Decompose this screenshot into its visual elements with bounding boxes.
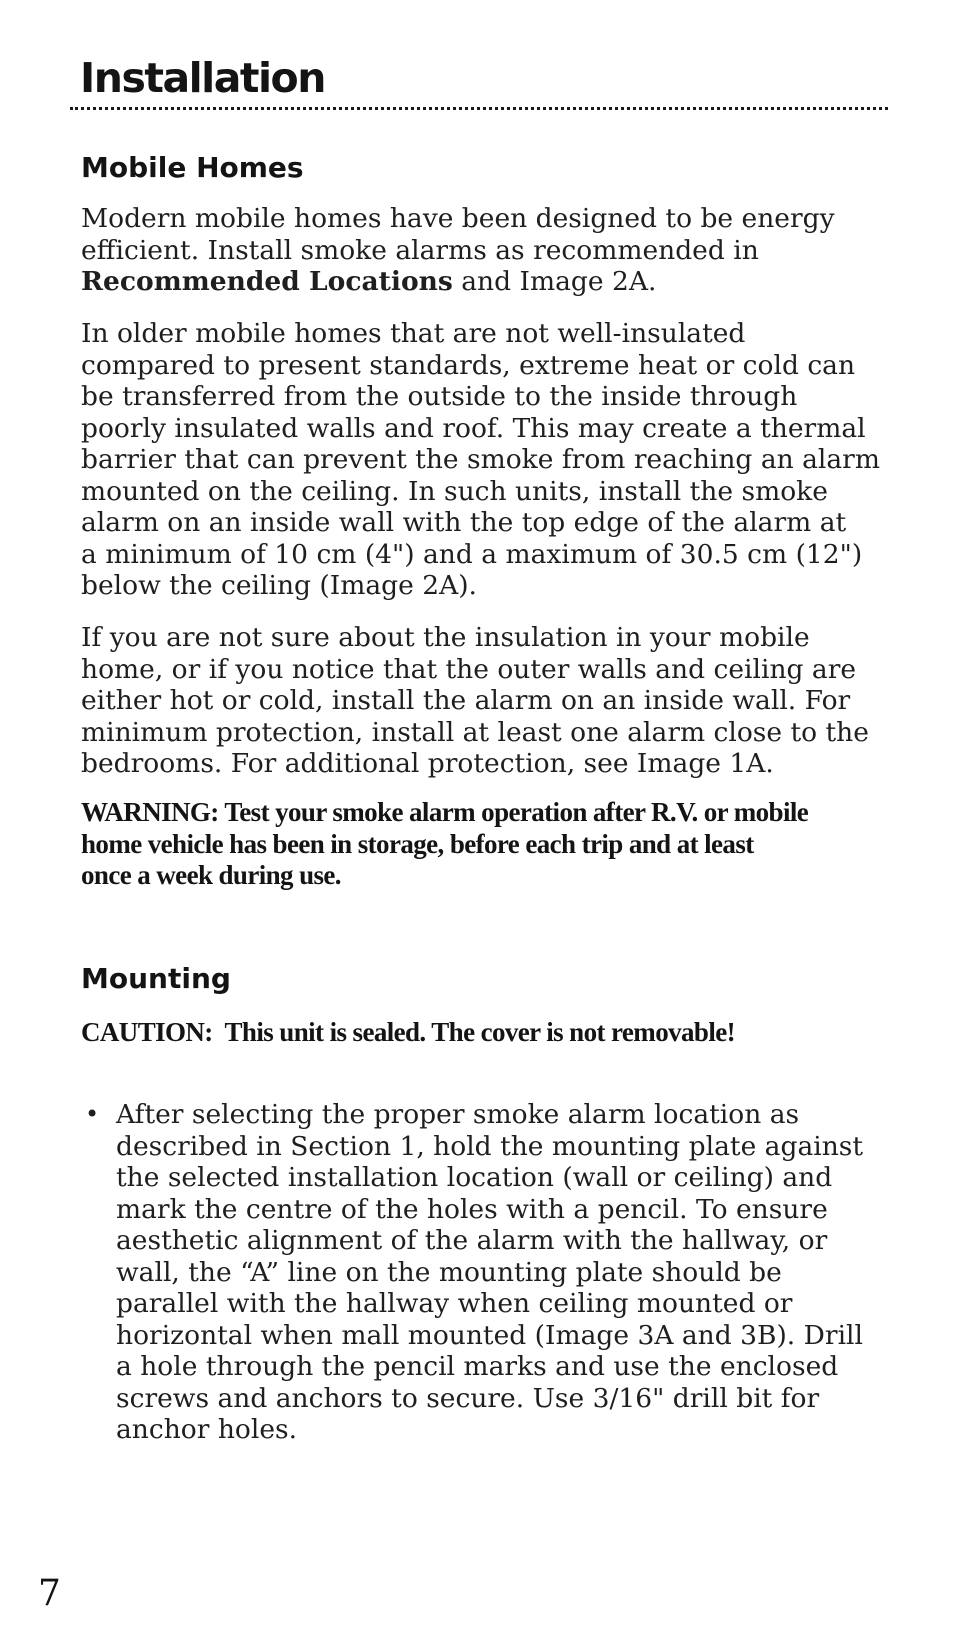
bullet-icon: • <box>85 1100 100 1128</box>
text-line: compared to present standards, extreme heat or cold can <box>81 349 856 381</box>
mounting-instructions-list <box>81 1099 901 1446</box>
text-line: anchor holes. <box>116 1414 298 1445</box>
text-line: either hot or cold, install the alarm on an inside wall. For <box>81 685 851 716</box>
text-line: screws and anchors to secure. Use 3/16" drill bit for <box>116 1382 820 1414</box>
text-line: alarm on an inside wall with the top edge of the alarm at <box>81 507 847 538</box>
text-line: mounted on the ceiling. In such units, install the smoke <box>81 475 828 507</box>
text-line: home, or if you notice that the outer walls and ceiling are <box>81 653 857 685</box>
warning-notice <box>81 797 808 892</box>
section-heading-mounting: Mounting <box>81 962 231 995</box>
paragraph-modern-mobile-homes <box>81 203 901 298</box>
text-line: efficient. Install smoke alarms as recommended in <box>81 234 759 266</box>
text-line: horizontal when mall mounted (Image 3A and 3B). Drill <box>116 1319 863 1351</box>
text-line: WARNING: Test your smoke alarm operation after R.V. or mobile <box>81 797 809 827</box>
text-line: If you are not sure about the insulation in your mobile <box>81 622 810 653</box>
recommended-locations-reference: Recommended Locations <box>81 266 453 297</box>
text-line: minimum protection, install at least one alarm close to the <box>81 716 869 748</box>
paragraph-insulation-unsure <box>81 622 901 780</box>
text-line: a hole through the pencil marks and use the enclosed <box>116 1351 839 1382</box>
list-item <box>81 1099 901 1446</box>
text-line: Modern mobile homes have been designed to be energy <box>81 203 835 234</box>
paragraph-older-mobile-homes <box>81 318 901 602</box>
text-line: After selecting the proper smoke alarm location as <box>116 1099 800 1130</box>
text-line: home vehicle has been in storage, before each trip and at least <box>81 828 754 859</box>
text-line: aesthetic alignment of the alarm with the hallway, or <box>116 1225 828 1256</box>
text-line: In older mobile homes that are not well-insulated <box>81 318 746 349</box>
text-line <box>81 266 901 298</box>
text-line: below the ceiling (Image 2A). <box>81 570 477 601</box>
text-line: barrier that can prevent the smoke from reaching an alarm <box>81 444 880 475</box>
page-title: Installation <box>80 54 325 102</box>
section-heading-mobile-homes: Mobile Homes <box>81 151 304 184</box>
dotted-divider <box>70 107 888 110</box>
caution-notice: CAUTION: This unit is sealed. The cover is not removable! <box>81 1017 735 1047</box>
text-line: mark the centre of the holes with a pencil. To ensure <box>116 1193 828 1225</box>
text-line: wall, the “A” line on the mounting plate should be <box>116 1256 782 1288</box>
text-line: described in Section 1, hold the mounting plate against <box>116 1130 864 1162</box>
text-line: bedrooms. For additional protection, see Image 1A. <box>81 748 774 779</box>
text-line: poorly insulated walls and roof. This may create a thermal <box>81 412 866 444</box>
text-line: a minimum of 10 cm (4") and a maximum of 30.5 cm (12") <box>81 538 863 570</box>
text-line: be transferred from the outside to the inside through <box>81 381 798 412</box>
text-fragment: and Image 2A. <box>452 266 657 297</box>
text-line: the selected installation location (wall or ceiling) and <box>116 1162 833 1193</box>
text-line: parallel with the hallway when ceiling mounted or <box>116 1288 793 1319</box>
text-line: once a week during use. <box>81 860 341 890</box>
page-number: 7 <box>38 1573 61 1614</box>
